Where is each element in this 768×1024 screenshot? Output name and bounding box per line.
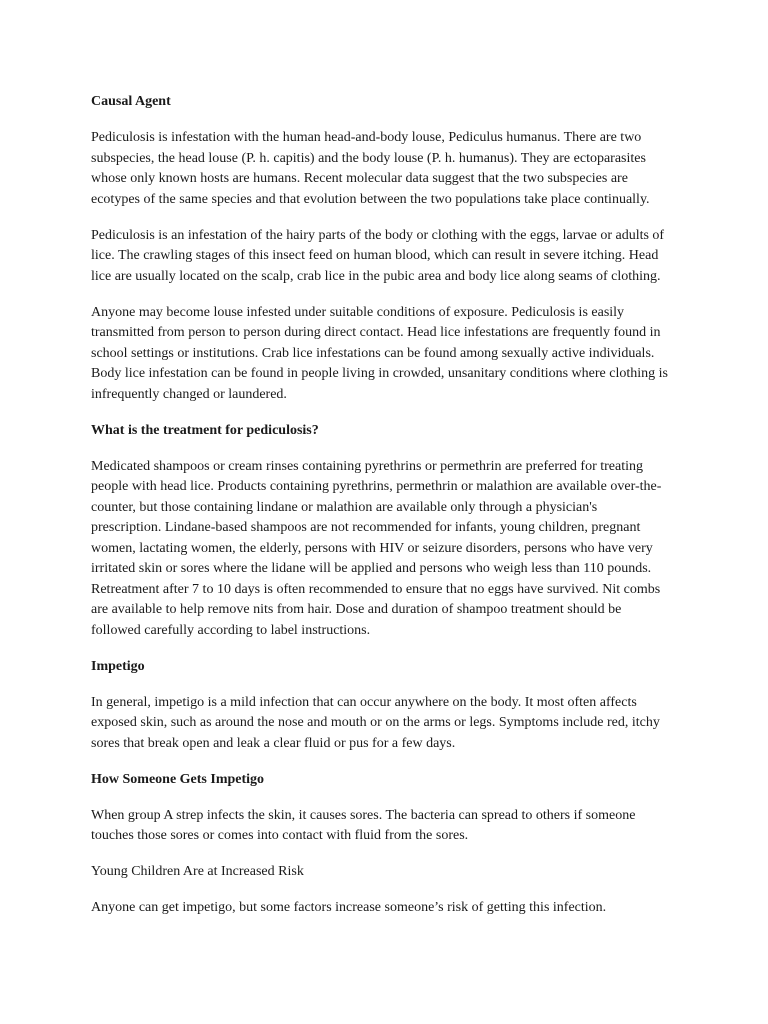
paragraph-impetigo-general: In general, impetigo is a mild infection that can occur anywhere on the body. It most often affects exposed skin, such as around the nose and mouth or on the arms or legs. Symptoms include red, itchy sores that break open and leak a clear fluid or pus for a few days. <box>91 694 660 751</box>
heading-how-someone-gets-impetigo: How Someone Gets Impetigo <box>91 771 265 787</box>
document-page <box>91 92 671 934</box>
paragraph-treatment: Medicated shampoos or cream rinses containing pyrethrins or permethrin are preferred for treating people with head lice. Products containing pyrethrins, permethrin or malathion are available over-the-counter, but those containing lindane or malathion are available only through a physician's prescription. Lindane-based shampoos are not recommended for infants, young children, pregnant women, lactating women, the elderly, persons with HIV or seizure disorders, persons who have very irritated skin or sores where the lidane will be applied and persons who weigh less than 110 pounds. Retreatment after 7 to 10 days is often recommended to ensure that no eggs have survived. Nit combs are available to help remove nits from hair. Dose and duration of shampoo treatment should be followed carefully according to label instructions. <box>91 458 662 638</box>
heading-treatment: What is the treatment for pediculosis? <box>91 422 319 438</box>
heading-causal-agent: Causal Agent <box>91 94 171 109</box>
paragraph-pediculosis-infestation: Pediculosis is an infestation of the hairy parts of the body or clothing with the eggs, larvae or adults of lice. The crawling stages of this insect feed on human blood, which can result in severe itching. Head lice are usually located on the scalp, crab lice in the pubic area and body lice along seams of clothing. <box>91 227 665 284</box>
subheading-young-children-risk: Young Children Are at Increased Risk <box>91 864 304 879</box>
heading-impetigo: Impetigo <box>91 658 145 674</box>
paragraph-pediculosis-transmission: Anyone may become louse infested under suitable conditions of exposure. Pediculosis is easily transmitted from person to person during direct contact. Head lice infestations are frequently found in school settings or institutions. Crab lice infestations can be found among sexually active individuals. Body lice infestation can be found in people living in crowded, unsanitary conditions where clothing is infrequently changed or laundered. <box>91 304 668 402</box>
paragraph-impetigo-risk: Anyone can get impetigo, but some factors increase someone’s risk of getting this infection. <box>91 900 607 915</box>
paragraph-impetigo-spread: When group A strep infects the skin, it causes sores. The bacteria can spread to others if someone touches those sores or comes into contact with fluid from the sores. <box>91 807 636 843</box>
paragraph-pediculosis-definition: Pediculosis is infestation with the human head-and-body louse, Pediculus humanus. There are two subspecies, the head louse (P. h. capitis) and the body louse (P. h. humanus). They are ectoparasites whose only known hosts are humans. Recent molecular data suggest that the two subspecies are ecotypes of the same species and that evolution between the two populations take place continually. <box>91 130 650 207</box>
